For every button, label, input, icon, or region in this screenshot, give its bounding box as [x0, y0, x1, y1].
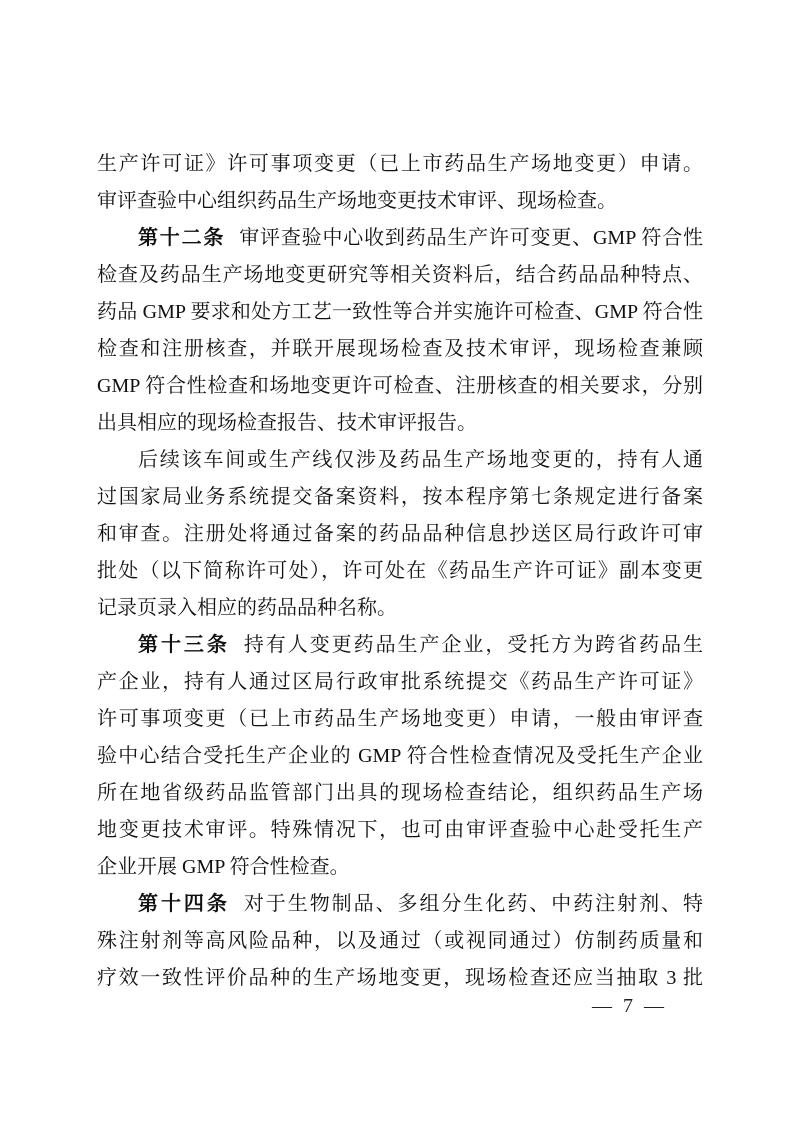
text-line: 出具相应的现场检查报告、技术审评报告。: [97, 412, 477, 434]
text-line-article-12: [97, 220, 703, 257]
page-number: — 7 —: [592, 995, 667, 1017]
text-line: 疗效一致性评价品种的生产场地变更，现场检查还应当抽取 3 批: [97, 967, 703, 989]
text-line: 药品 GMP 要求和处方工艺一致性等合并实施许可检查、GMP 符合性: [97, 301, 703, 323]
text-line: 过国家局业务系统提交备案资料，按本程序第七条规定进行备案: [97, 486, 703, 508]
text-line: 产企业，持有人通过区局行政审批系统提交《药品生产许可证》: [97, 671, 703, 693]
line-text: 审评查验中心收到药品生产许可变更、GMP 符合性: [239, 227, 704, 249]
text-line: 记录页录入相应的药品品种名称。: [97, 597, 397, 619]
line-text: 持有人变更药品生产企业，受托方为跨省药品生: [243, 634, 704, 656]
article-number: 第十二条: [138, 227, 226, 249]
text-line: 验中心结合受托生产企业的 GMP 符合性检查情况及受托生产企业: [97, 745, 703, 767]
text-line: 审评查验中心组织药品生产场地变更技术审评、现场检查。: [97, 190, 617, 212]
text-line: 许可事项变更（已上市药品生产场地变更）申请，一般由审评查: [97, 708, 703, 730]
article-number: 第十三条: [138, 634, 230, 656]
text-line: 企业开展 GMP 符合性检查。: [97, 856, 350, 878]
text-line: 批处（以下简称许可处），许可处在《药品生产许可证》副本变更: [97, 560, 703, 582]
text-line: 和审查。注册处将通过备案的药品品种信息抄送区局行政许可审: [97, 523, 703, 545]
text-line: 所在地省级药品监管部门出具的现场检查结论，组织药品生产场: [97, 782, 703, 804]
text-line: 检查及药品生产场地变更研究等相关资料后，结合药品品种特点、: [97, 264, 703, 286]
text-line: 检查和注册核查，并联开展现场检查及技术审评，现场检查兼顾: [97, 338, 703, 360]
line-text: 对于生物制品、多组分生化药、中药注射剂、特: [243, 893, 704, 915]
text-line-article-14: [97, 886, 703, 923]
text-line: 后续该车间或生产线仅涉及药品生产场地变更的，持有人通: [138, 449, 703, 471]
document-body: [97, 146, 703, 997]
article-number: 第十四条: [138, 893, 230, 915]
text-line: 殊注射剂等高风险品种，以及通过（或视同通过）仿制药质量和: [97, 930, 703, 952]
text-line: 地变更技术审评。特殊情况下，也可由审评查验中心赴受托生产: [97, 819, 703, 841]
text-line: 生产许可证》许可事项变更（已上市药品生产场地变更）申请。: [97, 153, 703, 175]
text-line-article-13: [97, 627, 703, 664]
text-line: GMP 符合性检查和场地变更许可检查、注册核查的相关要求，分别: [97, 375, 703, 397]
